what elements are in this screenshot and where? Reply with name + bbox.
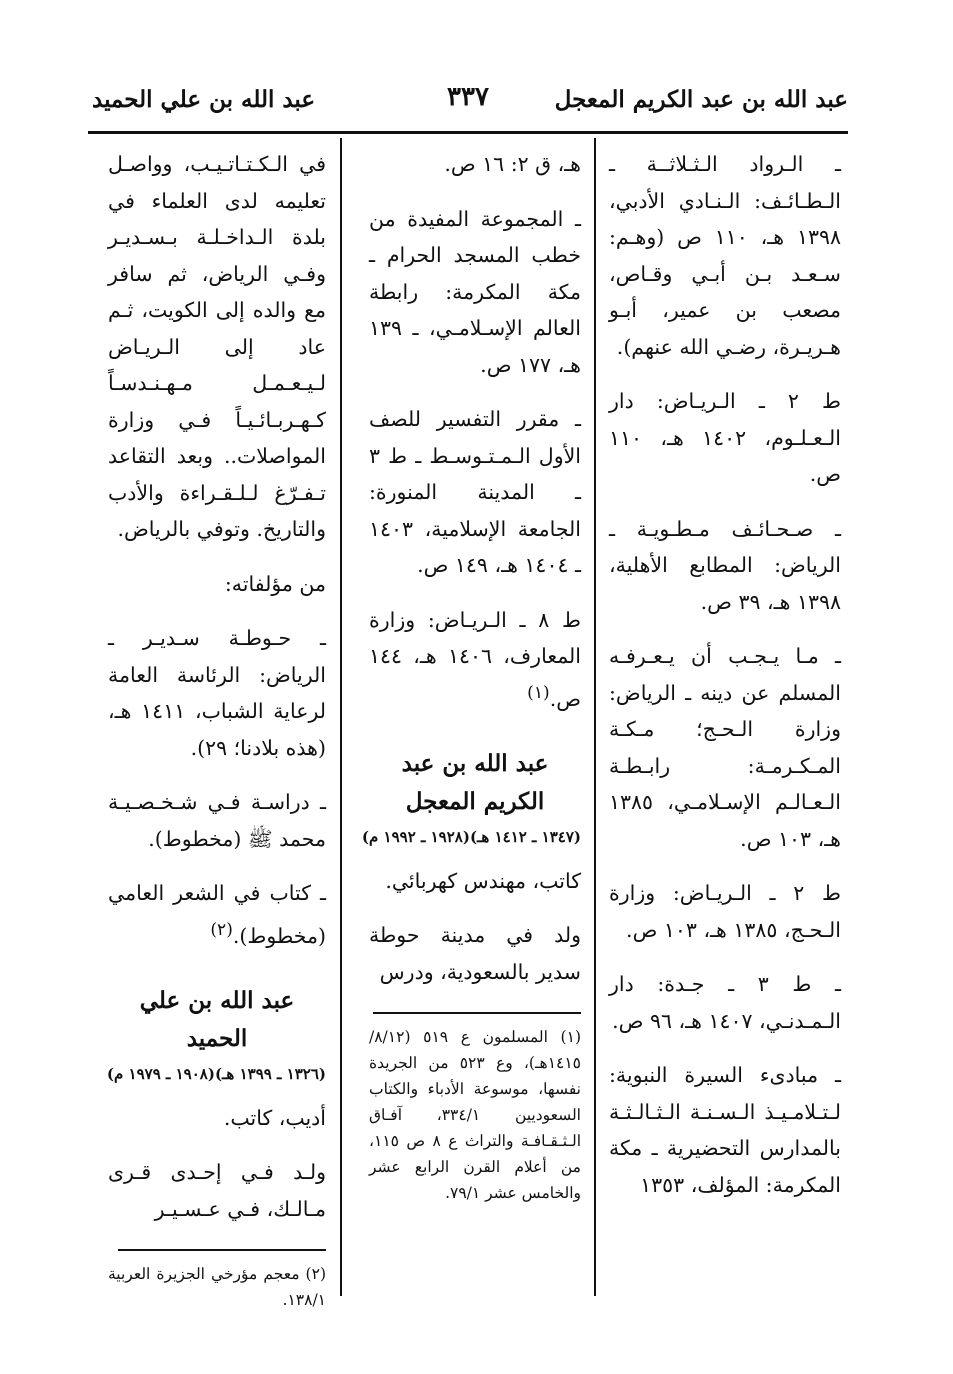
page-header	[88, 78, 848, 126]
section-heading: من مؤلفاته:	[224, 571, 326, 596]
paragraph: أديب، كاتب.	[223, 1105, 326, 1130]
column-middle	[361, 146, 582, 1206]
paragraph: ولـد فـي إحـدى قـرى مـالـك، فـي عـسـيـر	[108, 1160, 326, 1221]
column-left	[108, 146, 326, 1313]
running-title-left: عبد الله بن علي الحميد	[92, 86, 316, 113]
paragraph: ـ مبادىء السيرة النبوية: لـتـلامـيـذ الـسـنـة الـثـالـثـة بالمدارس التحضيرية ـ مكة المكرمة: المؤلف، ١٣٥٣	[609, 1063, 841, 1197]
header-rule	[88, 131, 848, 134]
paragraph: ـ المجموعة المفيدة من خطب المسجد الحرام ـ مكة المكرمة: رابطة العالم الإسـلامـي، ـ ١٣٩ هـ، ١٧٧ ص.	[369, 206, 581, 377]
biography-title: عبد الله بن عبد الكريم المعجل	[401, 749, 549, 815]
paragraph: ط ٢ ـ الـريـاض: دار الـعـلـوم، ١٤٠٢ هـ، ١١٠ ص.	[609, 389, 841, 486]
page-number: ٣٣٧	[447, 82, 489, 112]
paragraph: في الـكـتـاتـيـب، وواصـل تعليمه لدى العلماء في بلدة الـداخـلـة بـسـديـر وفـي الرياض، ثم سافر مع والده إلى الكويت، ثـم عاد إلى الـريـاض لـيـعـمـل مـهـنـدسـاً كـهـربـائـيـاً فـي وزارة المواصلات.. وبعد التقاعد تـفـرّغ لـلـقـراءة والأدب والتاريخ. وتوفي بالرياض.	[108, 152, 326, 541]
paragraph: ـ ط ٣ ـ جـدة: دار الـمـدنـي، ١٤٠٧ هـ، ٩٦ ص.	[609, 972, 841, 1033]
paragraph: ـ مقرر التفسير للصف الأول الـمـتـوسـط ـ ط ٣ ـ المدينة المنورة: الجامعة الإسلامية، ١٤٠٣ ـ ١٤٠٤ هـ، ١٤٩ ص.	[369, 407, 581, 577]
paragraph: كاتب، مهندس كهربائي.	[385, 868, 581, 893]
column-divider	[594, 138, 596, 1296]
column-right	[609, 146, 841, 1221]
paragraph-text: ـ كتاب في الشعر العامي (مخطوط).	[108, 881, 326, 948]
footnote-reference: (١)	[527, 682, 550, 703]
paragraph: ـ حـوطـة سـديـر ـ الرياض: الرئاسة العامة لرعاية الشباب، ١٤١١ هـ، (هذه بلادنا؛ ٢٩).	[108, 626, 326, 760]
running-title-right: عبد الله بن عبد الكريم المعجل	[554, 86, 848, 113]
paragraph	[369, 602, 581, 717]
paragraph: ط ٢ ـ الـريـاض: وزارة الـحـج، ١٣٨٥ هـ، ١٠٣ ص.	[609, 881, 841, 942]
column-divider	[340, 138, 342, 1296]
footnote-rule	[373, 1012, 581, 1014]
footnote-reference: (٢)	[210, 919, 233, 940]
paragraph-text: ط ٨ ـ الـريـاض: وزارة المعارف، ١٤٠٦ هـ، ١٤٤ ص.	[369, 607, 581, 711]
biography-dates: (١٣٢٦ ـ ١٣٩٩ هـ)(١٩٠٨ ـ ١٩٧٩ م)	[106, 1064, 326, 1083]
paragraph: ـ مـا يـجـب أن يـعـرفـه المسلم عن دينه ـ الرياض: وزارة الـحـج؛ مـكـة المـكـرمـة: رابـطـة الـعـالـم الإسـلامـي، ١٣٨٥ هـ، ١٠٣ ص.	[609, 644, 841, 851]
paragraph	[108, 875, 326, 954]
footnote-rule	[118, 1249, 326, 1251]
paragraph: ـ الـرواد الـثـلاثــة ـ الـطـائـف: الـنـادي الأدبي، ١٣٩٨ هـ، ١١٠ ص (وهـم: سـعـد بـن أبـي وقـاص، مصعب بن عمير، أبـو هـريـرة، رضـي الله عنهم).	[609, 152, 841, 359]
paragraph: هـ، ق ٢: ١٦ ص.	[444, 152, 581, 176]
paragraph: ـ صـحـائـف مـطـويـة ـ الرياض: المطابع الأهلية، ١٣٩٨ هـ، ٣٩ ص.	[609, 516, 841, 614]
paragraph: ولد في مدينة حوطة سدير بالسعودية، ودرس	[369, 923, 581, 984]
footnote: (١) المسلمون ع ٥١٩ (٨/١٢/ ١٤١٥هـ)، وع ٥٢٣ من الجريدة نفسها، موسوعة الأدباء والكتاب السعوديين ٣٣٤/١، آفـاق الـثـقـافـة والتراث ع ٨ ص ١١٥، من أعلام القرن الرابع عشر والخامس عشر ٧٩/١.	[369, 1028, 582, 1203]
biography-title: عبد الله بن علي الحميد	[139, 986, 295, 1052]
biography-dates: (١٣٤٧ ـ ١٤١٢ هـ)(١٩٢٨ ـ ١٩٩٢ م)	[361, 827, 581, 846]
footnote: (٢) معجم مؤرخي الجزيرة العربية ١٣٨/١.	[108, 1265, 326, 1310]
paragraph: ـ دراسـة فـي شـخـصـيـة محمد ﷺ (مخطوط).	[108, 790, 326, 851]
